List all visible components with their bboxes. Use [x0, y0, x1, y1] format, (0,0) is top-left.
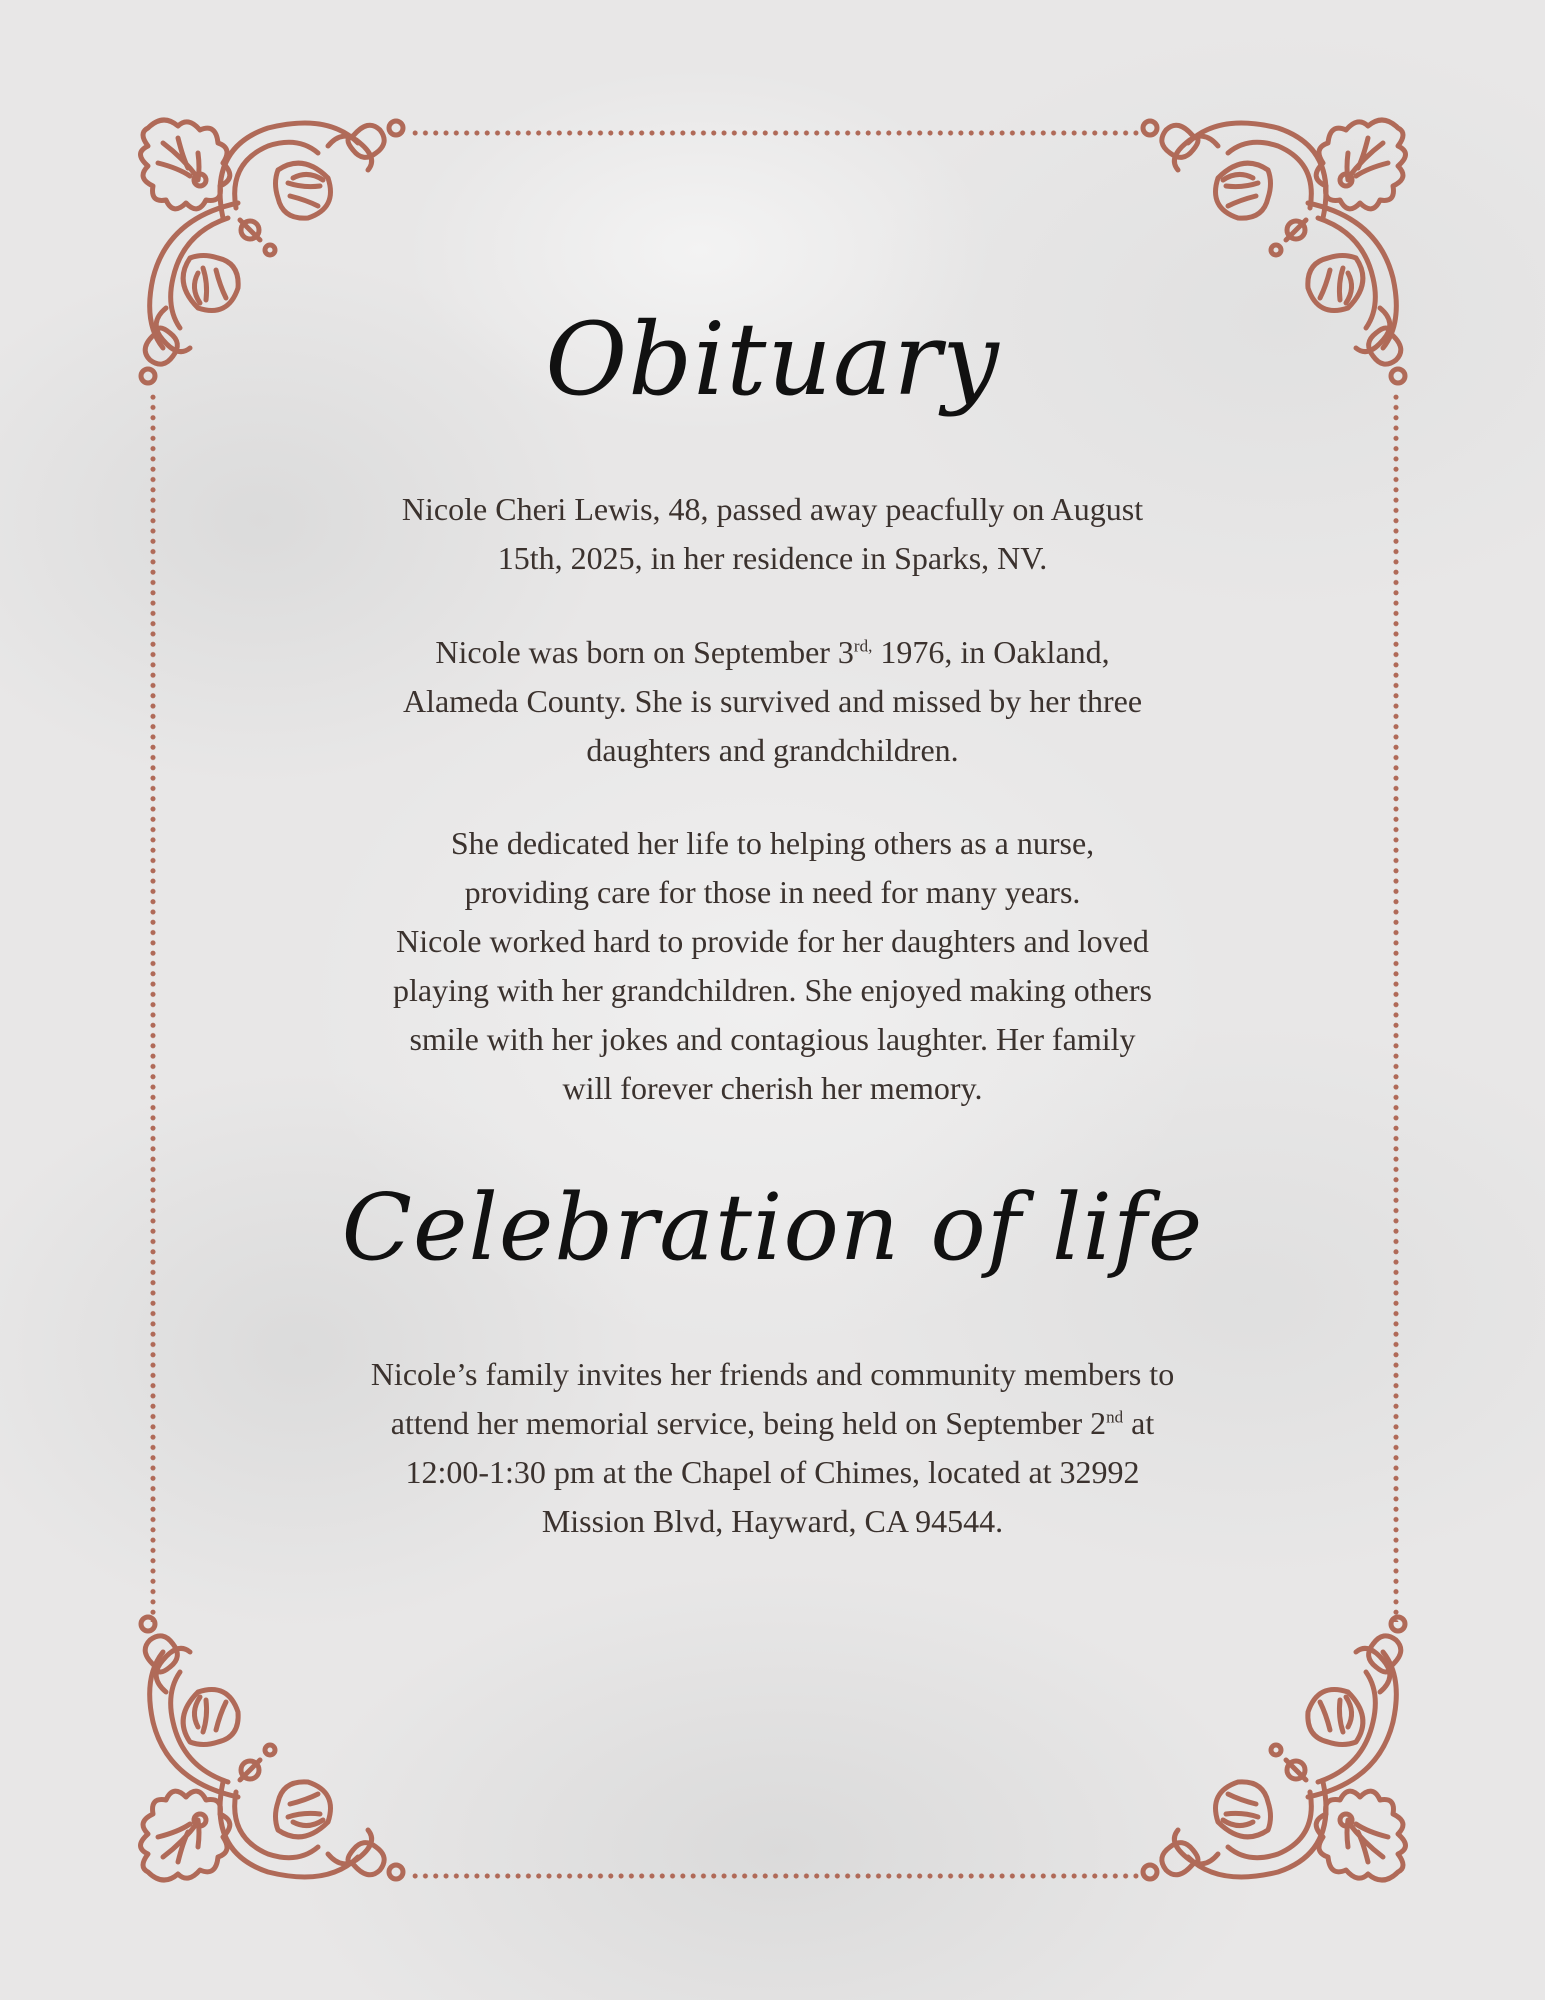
- corner-ornament-bottom-left: [128, 1612, 408, 1892]
- text-line: smile with her jokes and contagious laughter. Her family: [409, 1021, 1136, 1057]
- frame-top-dotted-line: [410, 130, 1140, 136]
- text-line: Mission Blvd, Hayward, CA 94544.: [541, 1503, 1004, 1539]
- text-line: She dedicated her life to helping others as a nurse,: [450, 825, 1095, 861]
- birth-paragraph: [0, 628, 1545, 775]
- text-line: daughters and grandchildren.: [586, 732, 959, 768]
- ordinal-suffix: nd: [1106, 1407, 1124, 1427]
- text-segment: attend her memorial service, being held on September 2: [390, 1405, 1107, 1441]
- text-line: 12:00-1:30 pm at the Chapel of Chimes, located at 32992: [405, 1454, 1140, 1490]
- frame-bottom-dotted-line: [410, 1873, 1140, 1879]
- text-line: will forever cherish her memory.: [562, 1070, 983, 1106]
- life-paragraph: [0, 819, 1545, 1113]
- text-line: Nicole’s family invites her friends and community members to: [370, 1356, 1175, 1392]
- text-line: Nicole Cheri Lewis, 48, passed away peacfully on August: [401, 491, 1144, 527]
- text-segment: 1976, in Oakland,: [872, 634, 1110, 670]
- text-segment: Nicole was born on September 3: [435, 634, 854, 670]
- section-title-celebration: Celebration of life: [341, 1174, 1204, 1281]
- text-line: Nicole worked hard to provide for her daughters and loved: [396, 923, 1149, 959]
- text-line: Alameda County. She is survived and missed by her three: [402, 683, 1143, 719]
- floral-corner-icon: [128, 1612, 408, 1892]
- page-title: Obituary: [545, 301, 1000, 418]
- text-line: providing care for those in need for many years.: [464, 874, 1081, 910]
- text-line: playing with her grandchildren. She enjoyed making others: [393, 972, 1152, 1008]
- floral-corner-icon: [1138, 1612, 1418, 1892]
- service-details-paragraph: [0, 1350, 1545, 1546]
- text-line: [0, 628, 1545, 677]
- ordinal-suffix: rd,: [853, 636, 873, 656]
- corner-ornament-bottom-right: [1138, 1612, 1418, 1892]
- text-line: 15th, 2025, in her residence in Sparks, NV.: [497, 540, 1048, 576]
- death-announcement-paragraph: [0, 485, 1545, 583]
- text-segment: at: [1123, 1405, 1155, 1441]
- text-line: [0, 1399, 1545, 1448]
